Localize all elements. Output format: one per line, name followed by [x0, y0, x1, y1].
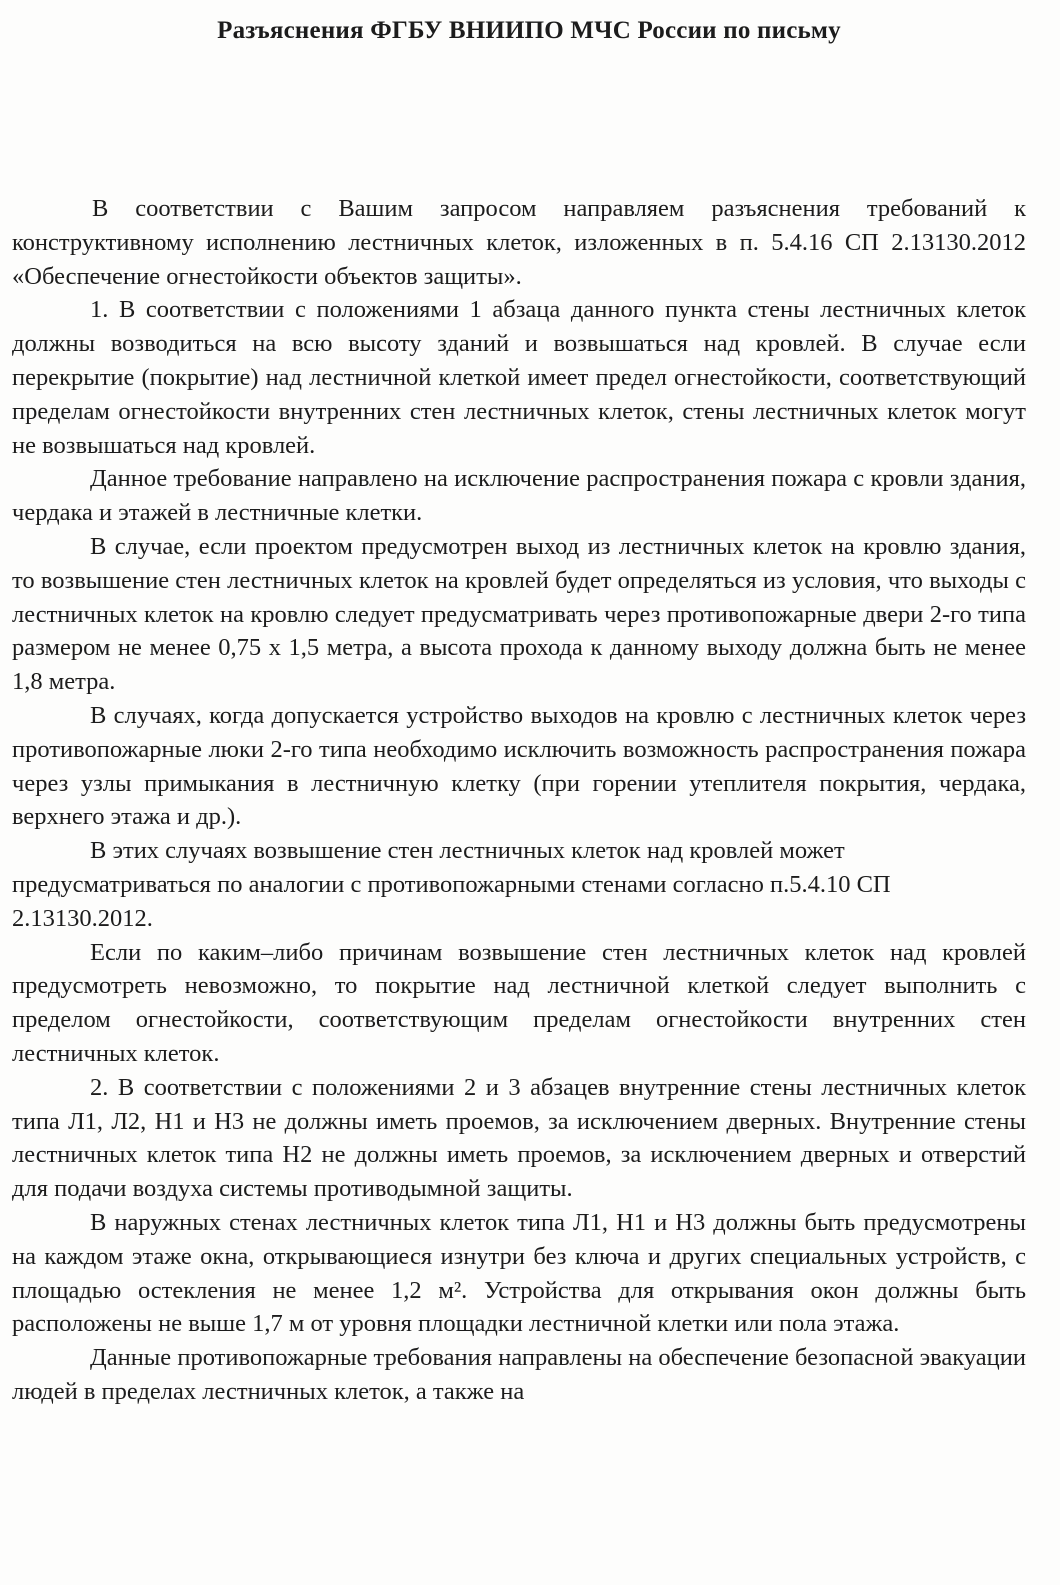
paragraph-intro: В соответствии с Вашим запросом направляем разъяснения требований к конструктивному исполнению лестничных клеток, изложенных в п. 5.4.16 СП 2.13130.2012 «Обеспечение огнестойкости объектов защиты». [12, 195, 1026, 290]
document-body [12, 192, 1026, 1409]
paragraph-item-2: 2. В соответствии с положениями 2 и 3 абзацев внутренние стены лестничных клеток типа Л1, Л2, Н1 и Н3 не должны иметь проемов, за исключением дверных. Внутренние стены лестничных клеток типа Н2 не должны иметь проемов, за исключением дверных и отверстий для подачи воздуха системы противодымной защиты. [12, 1073, 1026, 1203]
paragraph-requirement-purpose: Данное требование направлено на исключение распространения пожара с кровли здания, чердака и этажей в лестничные клетки. [12, 465, 1026, 527]
paragraph-evacuation: Данные противопожарные требования направлены на обеспечение безопасной эвакуации людей в пределах лестничных клеток, а также на [12, 1344, 1026, 1405]
paragraph-firewall-analogy: В этих случаях возвышение стен лестничных клеток над кровлей может предусматриваться по аналогии с противопожарными стенами согласно п.5.4.10 СП 2.13130.2012. [12, 837, 891, 932]
document-title: Разъяснения ФГБУ ВНИИПО МЧС России по письму [217, 17, 841, 44]
paragraph-item-1: 1. В соответствии с положениями 1 абзаца данного пункта стены лестничных клеток должны возводиться на всю высоту зданий и возвышаться над кровлей. В случае если перекрытие (покрытие) над лестничной клеткой имеет предел огнестойкости, соответствующий пределам огнестойкости внутренних стен лестничных клеток, стены лестничных клеток могут не возвышаться над кровлей. [12, 296, 1026, 459]
paragraph-roof-covering: Если по каким–либо причинам возвышение стен лестничных клеток над кровлей предусмотреть невозможно, то покрытие над лестничной клеткой следует выполнить с пределом огнестойкости, соответствующим пределам огнестойкости внутренних стен лестничных клеток. [12, 938, 1026, 1067]
paragraph-roof-exit: В случае, если проектом предусмотрен выход из лестничных клеток на кровлю здания, то возвышение стен лестничных клеток на кровлей будет определяться из условия, что выходы с лестничных клеток на кровлю следует предусматривать через противопожарные двери 2-го типа размером не менее 0,75 х 1,5 метра, а высота прохода к данному выходу должна быть не менее 1,8 метра. [12, 532, 1026, 696]
paragraph-roof-hatches: В случаях, когда допускается устройство выходов на кровлю с лестничных клеток через противопожарные люки 2-го типа необходимо исключить возможность распространения пожара через узлы примыкания в лестничную клетку (при горении утеплителя покрытия, чердака, верхнего этажа и др.). [12, 701, 1026, 831]
paragraph-windows: В наружных стенах лестничных клеток типа Л1, Н1 и Н3 должны быть предусмотрены на каждом этаже окна, открывающиеся изнутри без ключа и других специальных устройств, с площадью остекления не менее 1,2 м². Устройства для открывания окон должны быть расположены не выше 1,7 м от уровня площадки лестничной клетки или пола этажа. [12, 1208, 1026, 1338]
